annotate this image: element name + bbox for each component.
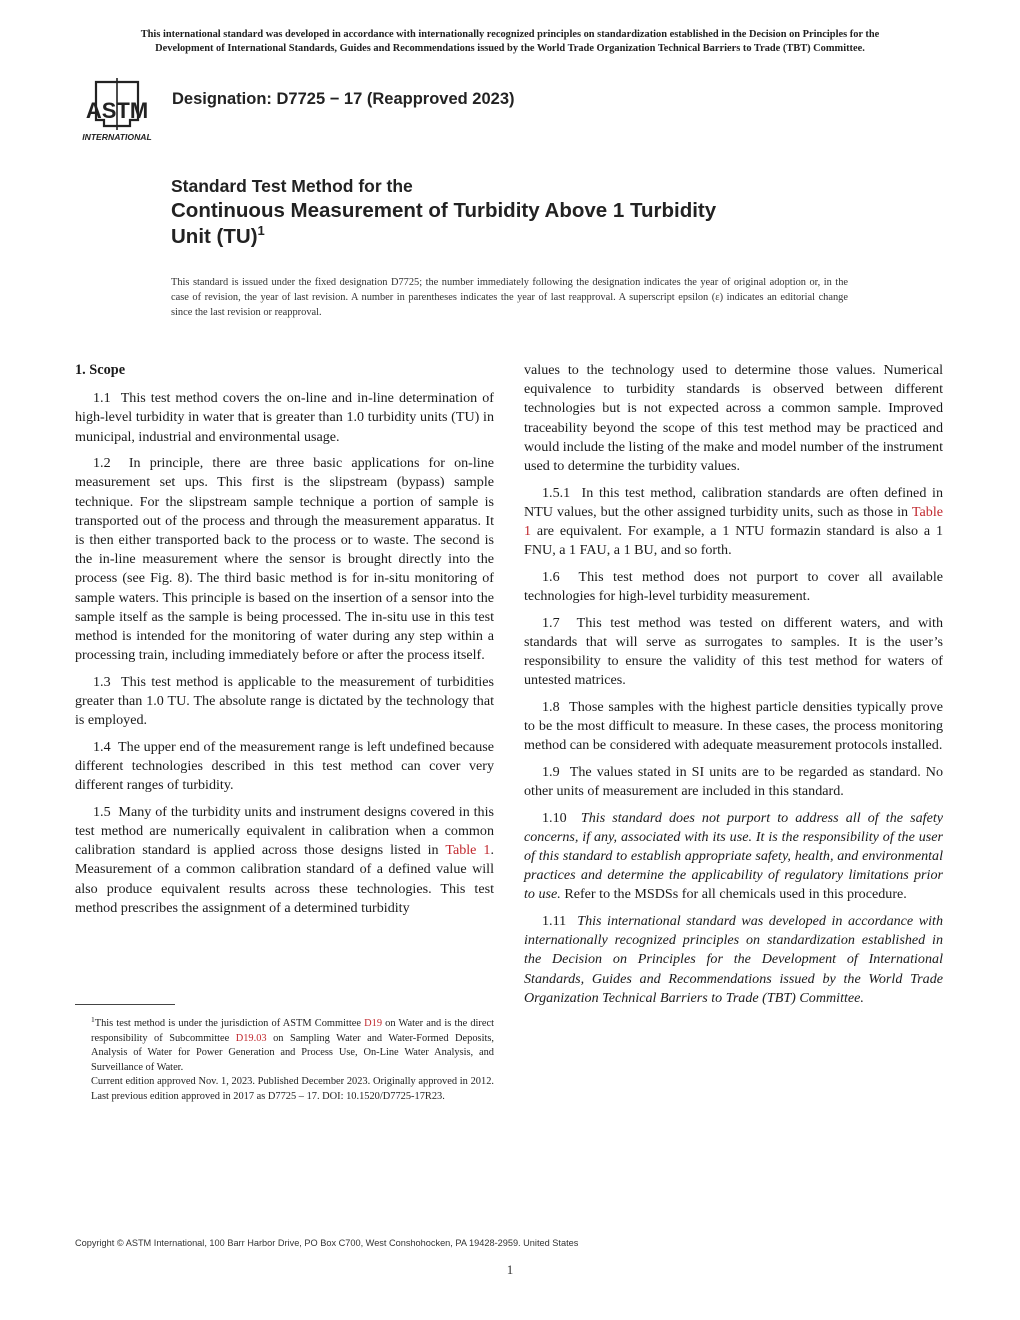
para-1-10 xyxy=(524,809,943,905)
footnote-divider xyxy=(75,1004,175,1005)
title-line1: Standard Test Method for the xyxy=(171,176,413,196)
subcommittee-d19-03-link[interactable]: D19.03 xyxy=(235,1032,267,1044)
title-line3: Unit (TU) xyxy=(171,225,258,248)
para-number: 1.3 xyxy=(93,673,111,690)
para-text: In this test method, calibration standards are often defined in NTU values, but the other assigned turbidity units, such as those in xyxy=(524,484,944,520)
para-number: 1.6 xyxy=(542,568,560,585)
para-1-8 xyxy=(524,698,943,756)
designation: Designation: D7725 − 17 (Reapproved 2023) xyxy=(172,90,515,108)
para-number: 1.10 xyxy=(542,809,567,826)
para-number: 1.5.1 xyxy=(542,484,571,501)
committee-d19-link[interactable]: D19 xyxy=(364,1018,383,1029)
para-text: This test method was tested on different waters, and with standards that will serve as surrogates to samples. It is the user’s responsibility to ensure the validity of this test method for waters of untested matrices. xyxy=(524,614,944,689)
section-heading-scope: 1. Scope xyxy=(75,362,126,378)
para-text: The upper end of the measurement range is left undefined because different technologies described in this test method can cover very different ranges of turbidity. xyxy=(75,738,494,794)
footnote-text: on Water and is the direct responsibility of Subcommittee xyxy=(91,1018,494,1044)
document-title xyxy=(171,174,871,250)
para-number: 1.1 xyxy=(93,390,111,407)
para-1-4 xyxy=(75,738,494,796)
footnote xyxy=(75,1017,494,1105)
para-text: This test method is applicable to the measurement of turbidities greater than 1.0 TU. The absolute range is dictated by the technology that is employed. xyxy=(75,673,494,729)
para-1-1 xyxy=(75,389,494,447)
para-number: 1.7 xyxy=(542,614,560,631)
title-line3-wrap xyxy=(171,224,871,250)
copyright-line: Copyright © ASTM International, 100 Barr Harbor Drive, PO Box C700, West Conshohocken, PA 19428-2959. United States xyxy=(75,1238,579,1248)
astm-logo xyxy=(74,76,160,144)
footnote-text: This test method is under the jurisdiction of ASTM Committee xyxy=(94,1018,365,1029)
column-left xyxy=(75,361,494,925)
para-1-7 xyxy=(524,614,943,691)
table-1-link[interactable]: Table 1 xyxy=(524,503,943,540)
footnote-1 xyxy=(75,1017,494,1075)
para-1-5-start xyxy=(75,803,494,918)
para-text: Those samples with the highest particle densities typically prove to be the most difficult to measure. In these cases, the process monitoring method can be considered with adequate measurement protocols installed. xyxy=(524,698,943,754)
tbt-notice-line2: Development of International Standards, Guides and Recommendations issued by the World Trade Organization Technical Barriers to Trade (TBT) Committee. xyxy=(155,43,865,54)
para-1-5-continued: values to the technology used to determine those values. Numerical equivalence to turbidity standards is observed between different technologies but is not expected across a common sample. Improved traceability beyond the scope of this test method may be practiced and would include the listing of the make and model number of the instrument used to determine the turbidity values. xyxy=(524,362,943,475)
para-number: 1.5 xyxy=(93,803,111,820)
footnote-edition: Current edition approved Nov. 1, 2023. Published December 2023. Originally approved in 2012. Last previous edition approved in 2017 as D7725 – 17. DOI: 10.1520/D7725-17R23. xyxy=(91,1076,494,1102)
para-number: 1.11 xyxy=(542,913,567,930)
table-1-link[interactable]: Table 1 xyxy=(445,842,491,859)
para-text-italic: This international standard was developed in accordance with internationally recognized principles on standardization established in the Decision on Principles for the Development of International Standards, Guides and Recommendations issued by the World Trade Organization Technical Barriers to Trade (TBT) Committee. xyxy=(524,913,943,1006)
column-right xyxy=(524,361,943,1015)
para-1-11 xyxy=(524,912,943,1008)
para-text: This test method does not purport to cover all available technologies for high-level turbidity measurement. xyxy=(524,568,943,605)
para-1-5-1 xyxy=(524,484,943,561)
para-text: Many of the turbidity units and instrument designs covered in this test method are numerically equivalent in calibration when a common calibration standard is applied across those designs listed in xyxy=(75,803,494,859)
para-text: Refer to the MSDSs for all chemicals used in this procedure. xyxy=(564,886,907,903)
page-number: 1 xyxy=(506,1262,514,1277)
footnote-mark: 1 xyxy=(91,1015,95,1024)
title-footnote-mark[interactable]: 1 xyxy=(257,223,265,238)
para-text: are equivalent. For example, a 1 NTU formazin standard is also a 1 FNU, a 1 FAU, a 1 BU, and so forth. xyxy=(524,523,943,559)
astm-logo-icon xyxy=(74,76,160,144)
title-line2: Continuous Measurement of Turbidity Above 1 Turbidity xyxy=(171,199,717,222)
para-text-continued: . Measurement of a common calibration standard of a defined value will also produce equivalent results across these technologies. This test method prescribes the assignment of a determined turbidity xyxy=(75,842,494,916)
para-text: This test method covers the on-line and in-line determination of high-level turbidity in water that is greater than 1.0 turbidity units (TU) in municipal, industrial and environmental usage. xyxy=(75,390,495,445)
para-1-2 xyxy=(75,454,494,665)
para-1-6 xyxy=(524,568,943,606)
para-text: The values stated in SI units are to be regarded as standard. No other units of measurement are included in this standard. xyxy=(524,763,944,800)
para-number: 1.8 xyxy=(542,698,560,715)
para-number: 1.2 xyxy=(93,455,111,472)
para-number: 1.9 xyxy=(542,763,560,780)
tbt-notice-line1: This international standard was developed in accordance with internationally recognized principles on standardization established in the Decision on Principles for the xyxy=(140,29,880,40)
astm-logo-letters: ASTM xyxy=(85,98,149,123)
footnote-text: on Sampling Water and Water-Formed Deposits, Analysis of Water for Power Generation and Process Use, On-Line Water Analysis, and Surveillance of Water. xyxy=(91,1032,494,1073)
para-text-italic: This standard does not purport to address all of the safety concerns, if any, associated with its use. It is the responsibility of the user of this standard to establish appropriate safety, health, and environmental practices and determine the applicability of regulatory limitations prior to use. xyxy=(524,809,943,903)
para-1-3 xyxy=(75,673,494,731)
tbt-notice xyxy=(60,28,960,56)
designation-intro: This standard is issued under the fixed designation D7725; the number immediately following the designation indicates the year of original adoption or, in the case of revision, the year of last revision. A number in parentheses indicates the year of last reapproval. A superscript epsilon (ε) indicates an editorial change since the last revision or reapproval. xyxy=(171,277,848,318)
para-1-9 xyxy=(524,763,943,801)
astm-logo-label: INTERNATIONAL xyxy=(82,132,152,142)
para-text: In principle, there are three basic applications for on-line measurement set ups. This first is the slipstream (bypass) sample technique. For the slipstream sample technique a portion of sample is transported out of the process and through the measurement apparatus. It is then either transported back to the process or to waste. The second is the in-line measurement where the sensor is brought directly into the process (see Fig. 8). The third basic method is for in-situ monitoring of sample waters. This principle is based on the insertion of a sensor into the sample itself as the sample is being processed. The in-situ use in this test method is intended for the monitoring of water during any step within a processing train, including immediately before or after the process itself. xyxy=(75,455,495,664)
para-number: 1.4 xyxy=(93,738,111,755)
